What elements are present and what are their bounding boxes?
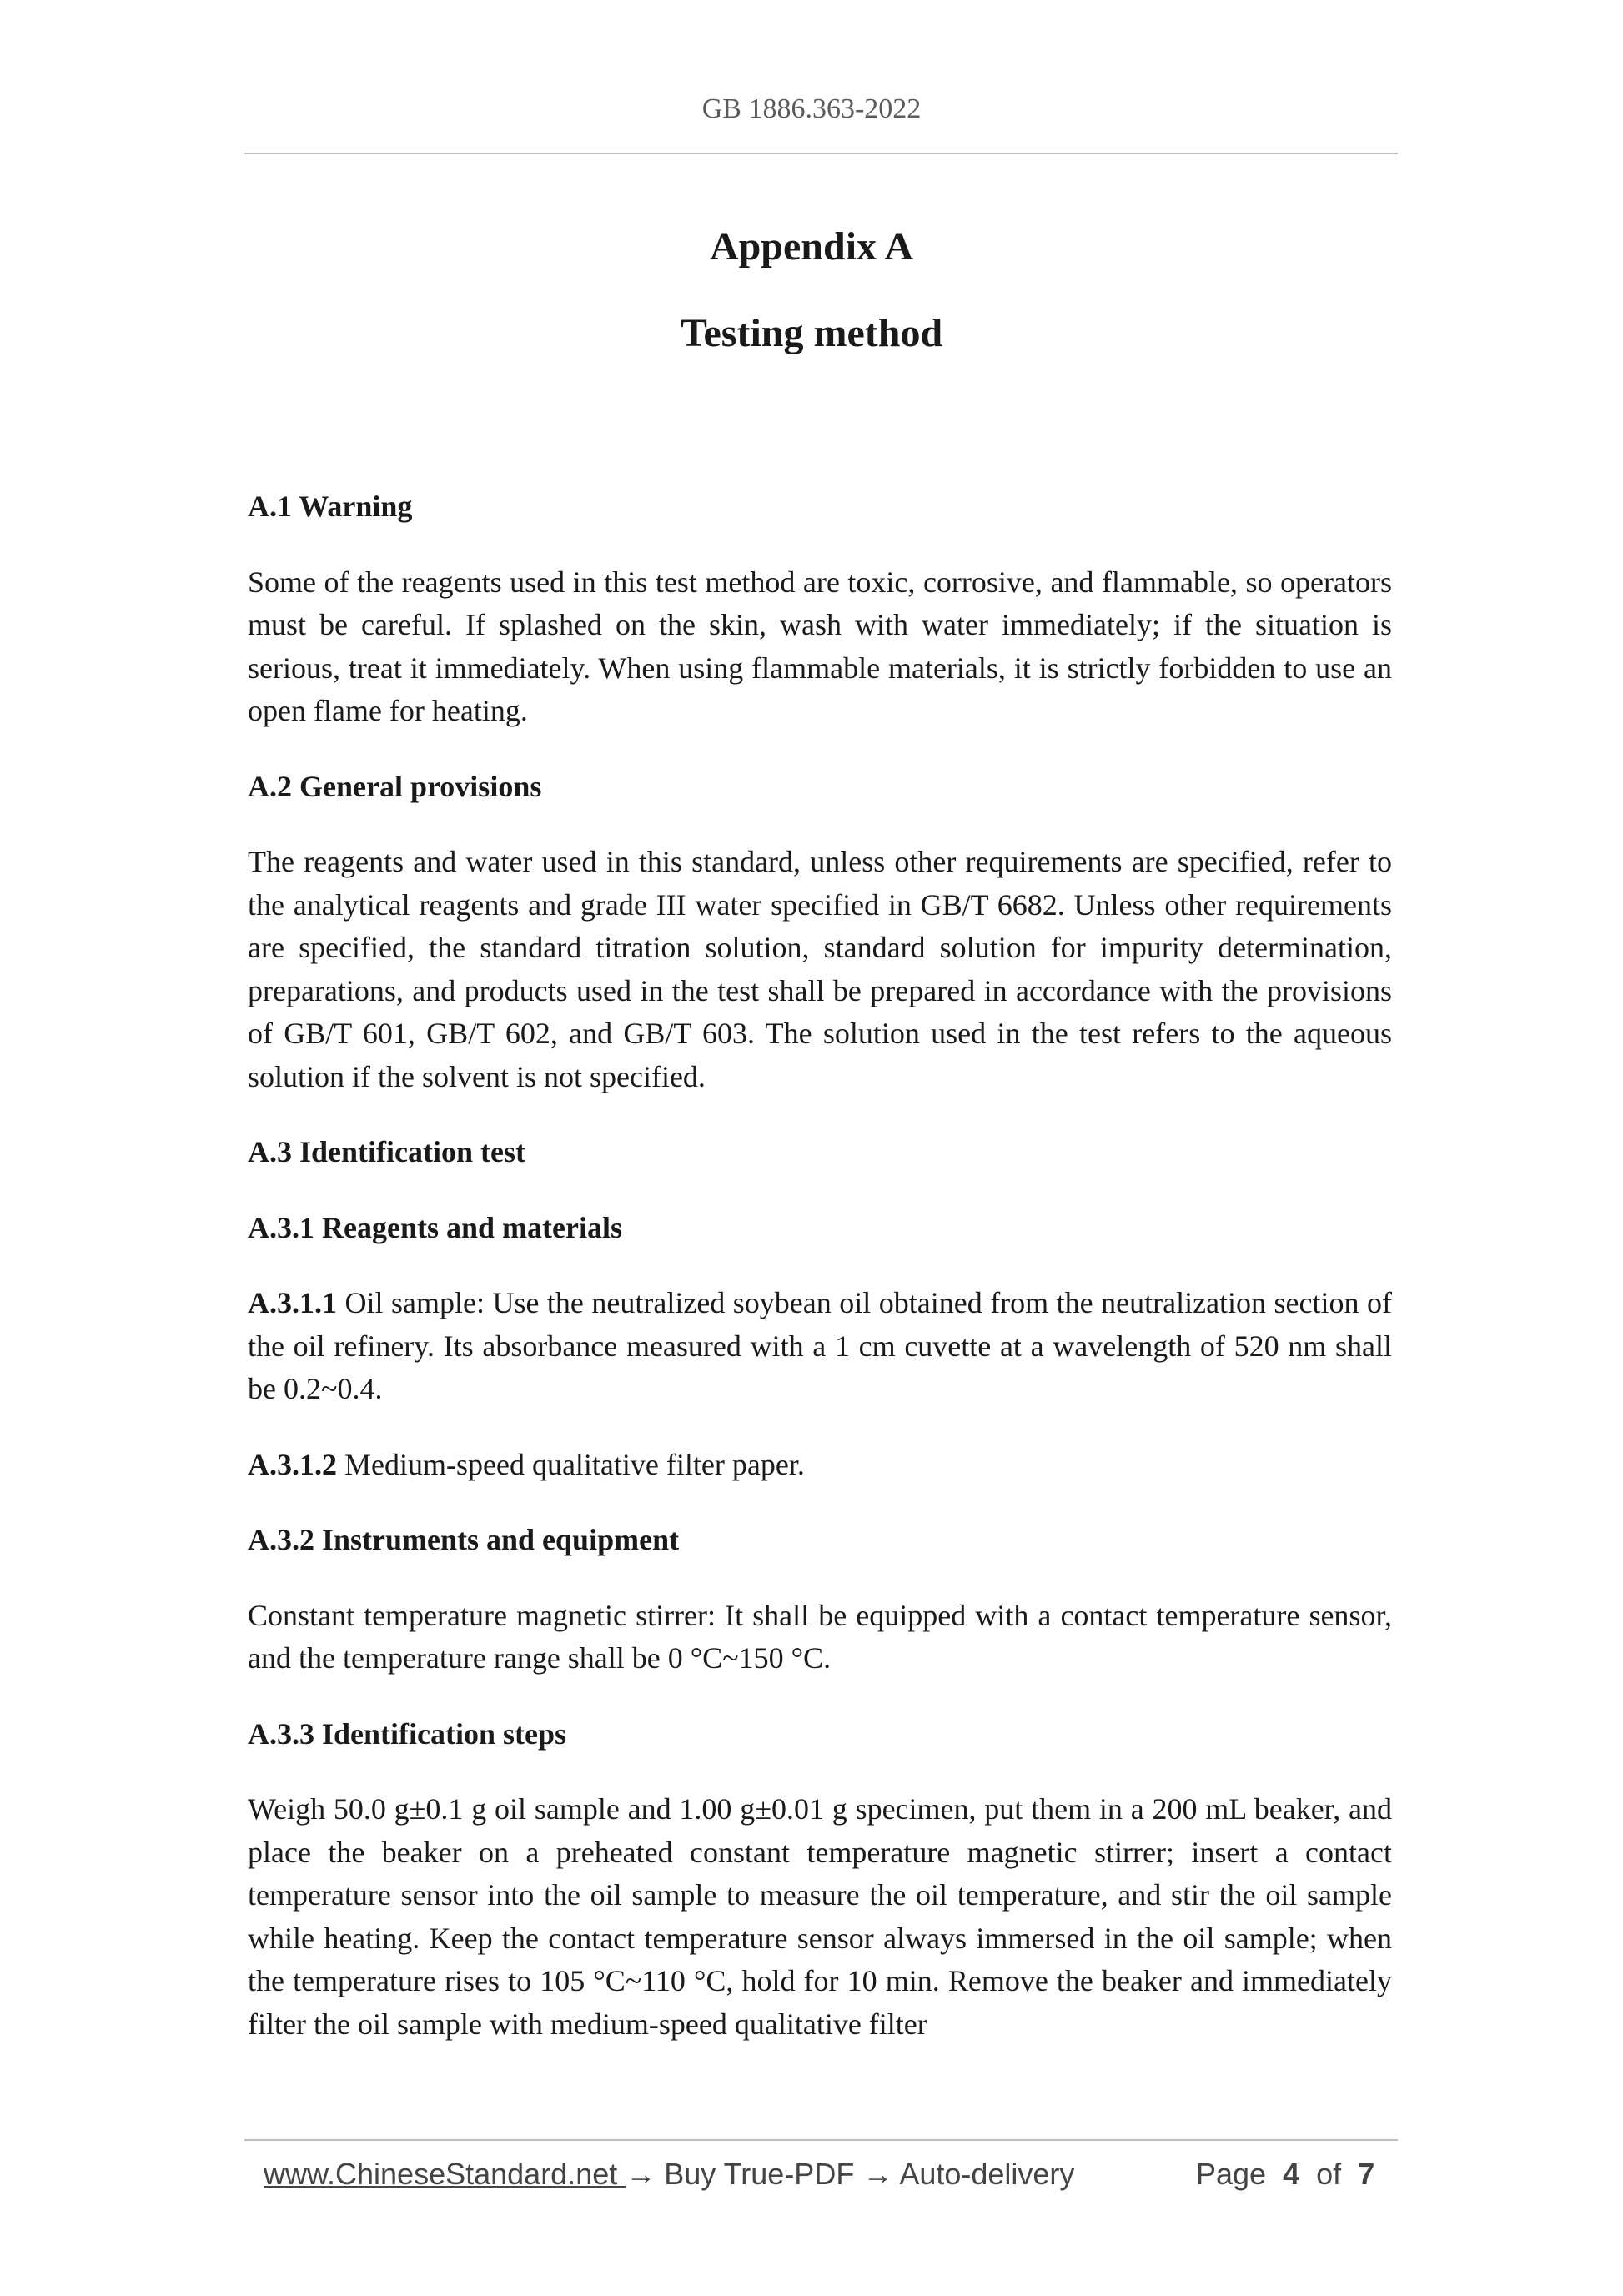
section-heading-a32: A.3.2 Instruments and equipment xyxy=(248,1523,680,1556)
page-of: of xyxy=(1316,2157,1342,2191)
section-text-a32: Constant temperature magnetic stirrer: It shall be equipped with a contact temperature sensor, and the temperature range shall be 0 °C~150 °C. xyxy=(248,1598,1392,1675)
website-link[interactable]: www.ChineseStandard.net xyxy=(264,2157,626,2191)
page-current: 4 xyxy=(1283,2157,1300,2191)
section-heading-a3: A.3 Identification test xyxy=(248,1135,525,1168)
header-divider xyxy=(244,153,1398,154)
section-heading-a31: A.3.1 Reagents and materials xyxy=(248,1210,622,1244)
section-heading-a1: A.1 Warning xyxy=(248,490,413,523)
header-standard-code: GB 1886.363-2022 xyxy=(701,93,922,124)
clause-label-a312: A.3.1.2 xyxy=(248,1447,337,1481)
footer-promo xyxy=(264,2157,1074,2192)
section-text-a1: Some of the reagents used in this test method are toxic, corrosive, and flammable, so operators must be careful. If splashed on the skin, wash with water immediately; if the situation is serious, treat it immediately. When using flammable materials, it is strictly forbidden to use an open flame for heating. xyxy=(248,565,1392,727)
footer-promo-text: → Buy True-PDF → Auto-delivery xyxy=(626,2157,1075,2191)
page-total: 7 xyxy=(1358,2157,1375,2191)
section-heading-a2: A.2 General provisions xyxy=(248,769,542,803)
appendix-title: Appendix A xyxy=(709,224,914,269)
footer-divider xyxy=(244,2139,1398,2141)
clause-text-a312: Medium-speed qualitative filter paper. xyxy=(337,1447,805,1481)
section-text-a33: Weigh 50.0 g±0.1 g oil sample and 1.00 g±0.01 g specimen, put them in a 200 mL beaker, and place the beaker on a preheated constant temperature magnetic stirrer; insert a contact temperature sensor into the oil sample to measure the oil temperature, and stir the oil sample while heating. Keep the contact temperature sensor always immersed in the oil sample; when the temperature rises to 105 °C~110 °C, hold for 10 min. Remove the beaker and immediately filter the oil sample with medium-speed qualitative filter xyxy=(248,1792,1392,2041)
clause-a311 xyxy=(248,1282,1392,1411)
clause-a312 xyxy=(248,1444,1392,1487)
section-text-a2: The reagents and water used in this standard, unless other requirements are specified, refer to the analytical reagents and grade III water specified in GB/T 6682. Unless other requirements are specified, the standard titration solution, standard solution for impurity determination, preparations, and products used in the test shall be prepared in accordance with the provisions of GB/T 601, GB/T 602, and GB/T 603. The solution used in the test refers to the aqueous solution if the solvent is not specified. xyxy=(248,845,1392,1093)
clause-label-a311: A.3.1.1 xyxy=(248,1286,337,1319)
section-heading-a33: A.3.3 Identification steps xyxy=(248,1716,567,1751)
page-footer xyxy=(0,2157,1623,2198)
main-content xyxy=(248,485,1392,2078)
appendix-subtitle: Testing method xyxy=(680,311,943,355)
page-indicator xyxy=(1196,2157,1374,2192)
page-label: Page xyxy=(1196,2157,1267,2191)
clause-text-a311: Oil sample: Use the neutralized soybean oil obtained from the neutralization section of the oil refinery. Its absorbance measured with a 1 cm cuvette at a wavelength of 520 nm shall be 0.2~0.4. xyxy=(248,1286,1392,1405)
